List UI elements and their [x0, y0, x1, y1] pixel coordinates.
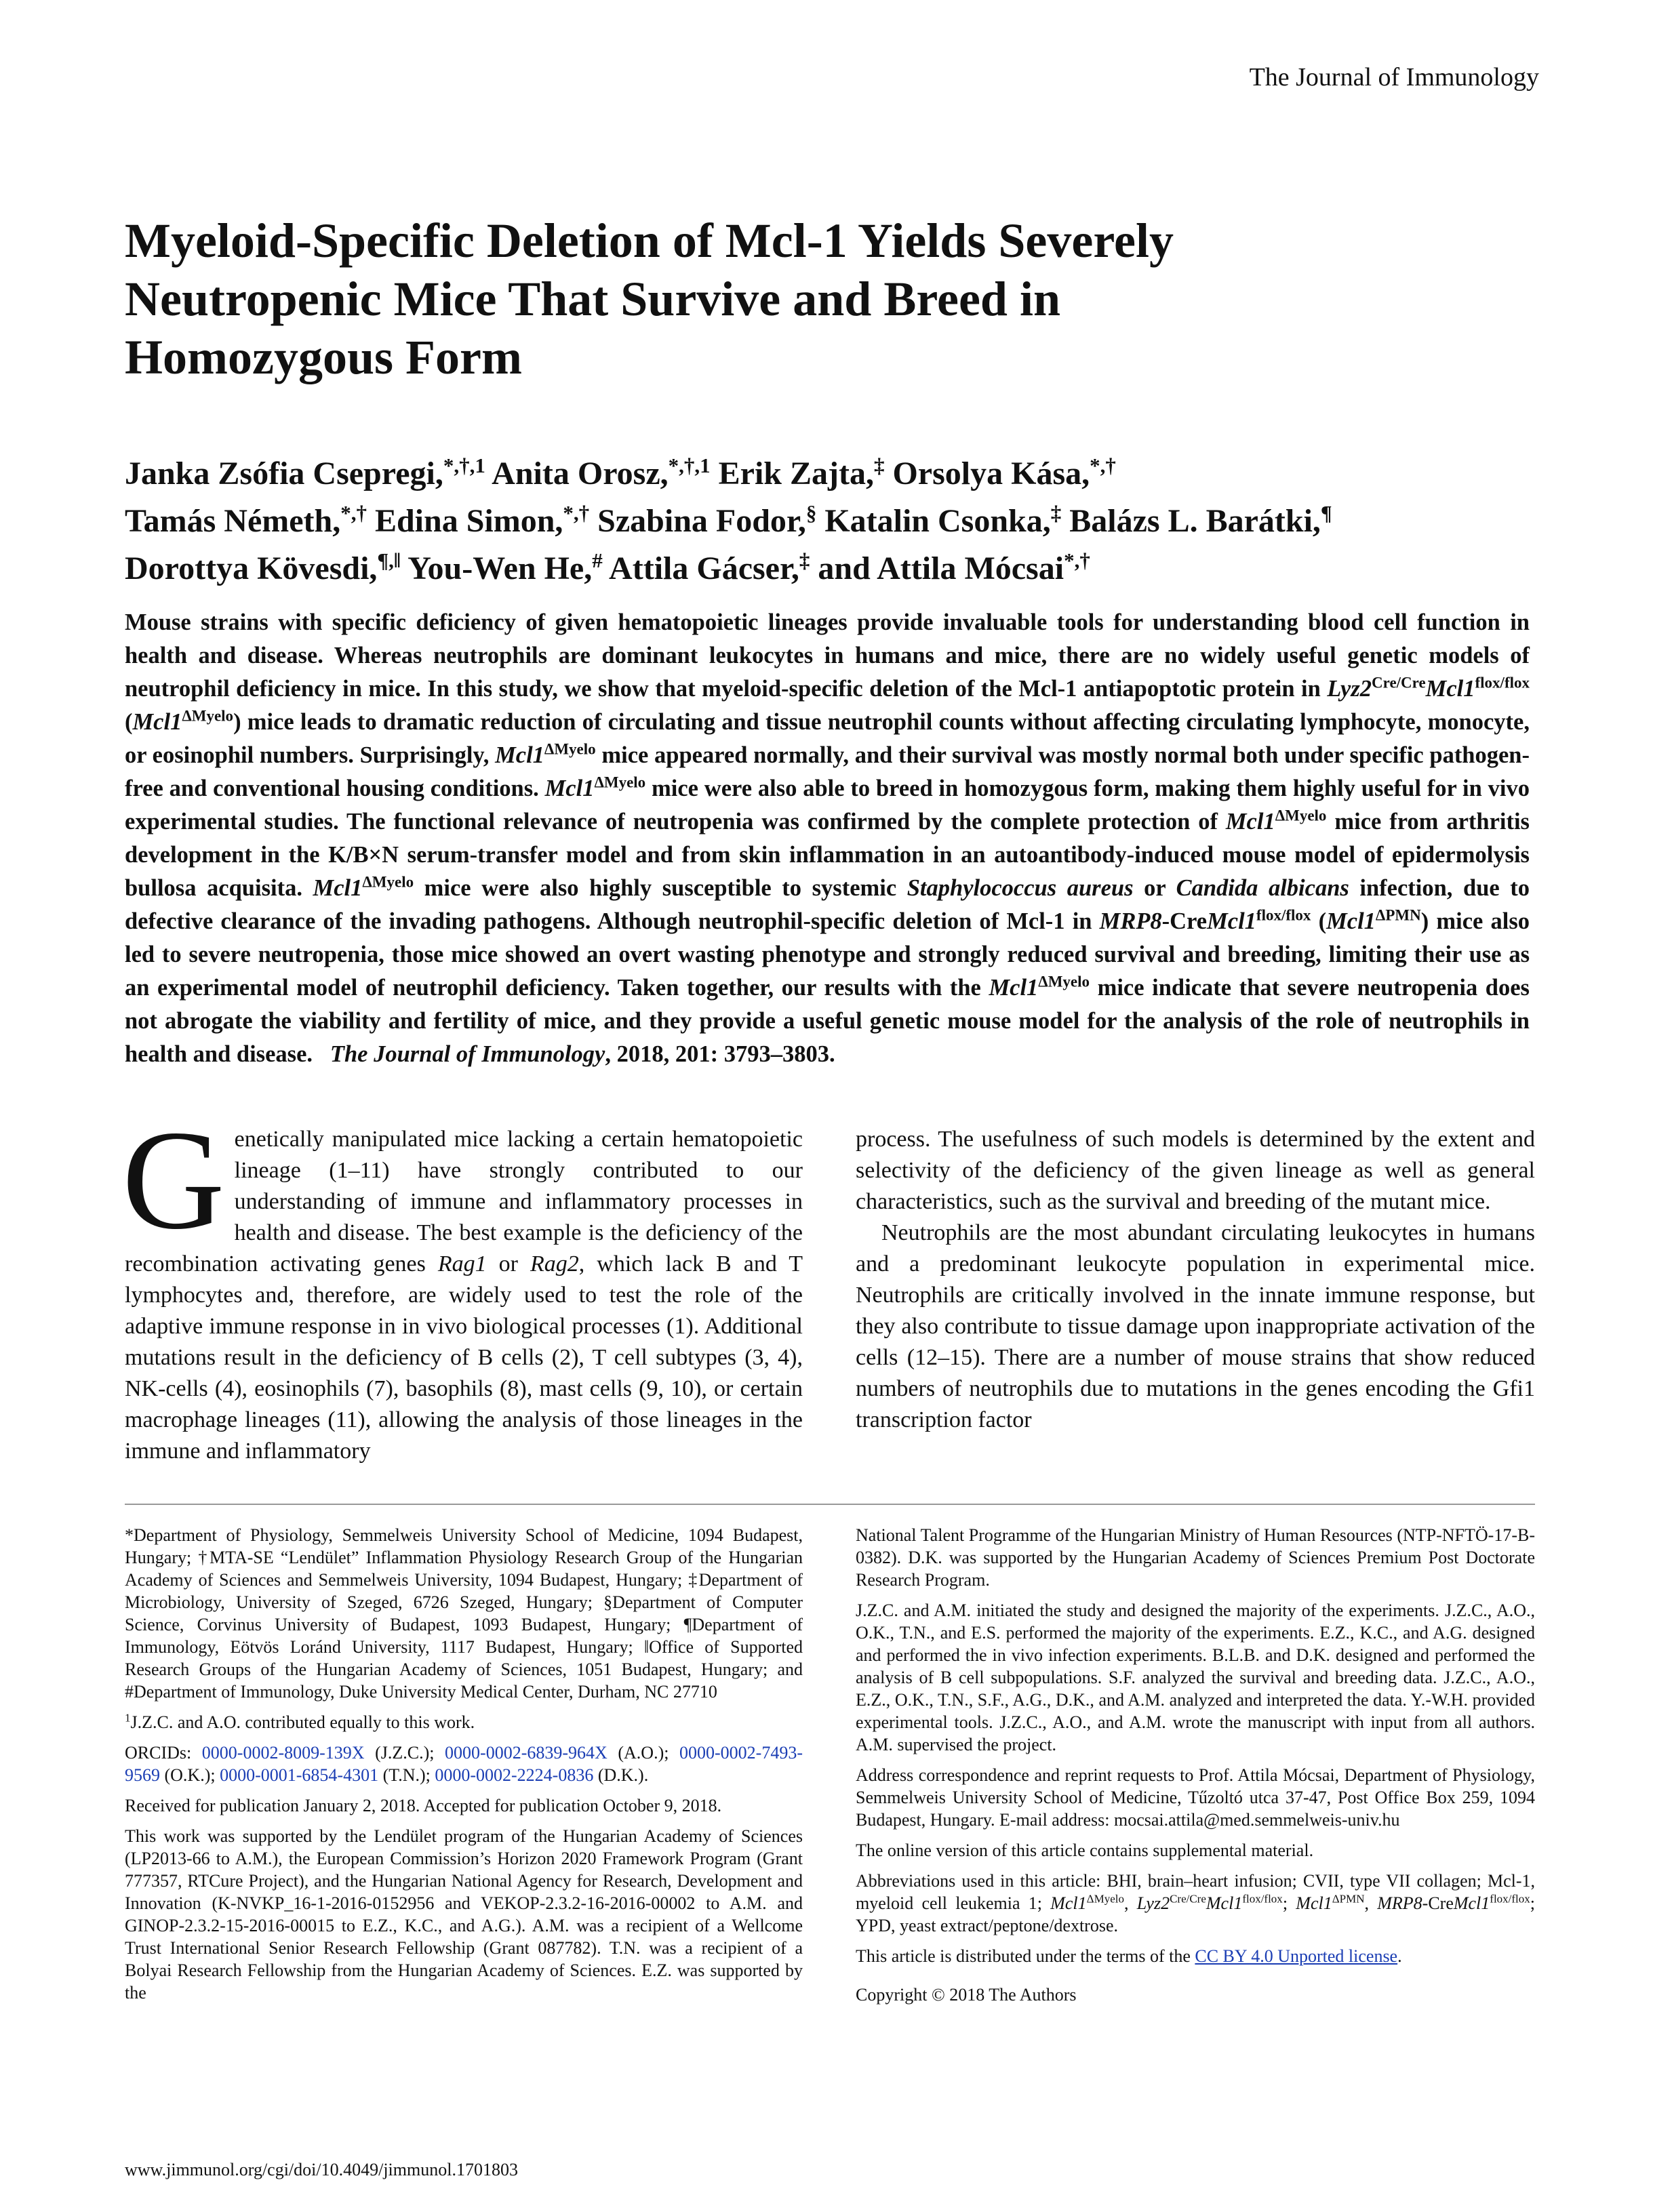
author-affiliation-mark: #	[592, 548, 603, 572]
orcid-link[interactable]: 0000-0002-8009-139X	[201, 1743, 365, 1763]
gene-name: Mcl1	[1050, 1893, 1087, 1913]
orcid-link[interactable]: 0000-0002-6839-964X	[445, 1743, 608, 1763]
abstract-text: ) mice leads to dramatic reduction of circulating and tissue neutrophil counts without affecting circulating lymphocyte, monocyte, or eosinophil numbers. Surprisingly,	[125, 709, 1530, 768]
author-name: Katalin Csonka,	[816, 503, 1051, 539]
orcid-link[interactable]: 0000-0001-6854-4301	[220, 1765, 379, 1785]
footnotes-right	[856, 1524, 1535, 2014]
footnote-text: ,	[1123, 1893, 1137, 1913]
gene-name: Mcl1	[132, 709, 182, 735]
allele-superscript: ΔMyelo	[1038, 973, 1090, 990]
gene-name: Rag2	[530, 1251, 579, 1276]
abbreviations-footnote	[856, 1870, 1535, 1937]
allele-superscript: ΔMyelo	[362, 873, 414, 891]
article-title	[125, 212, 1481, 386]
author-name: Janka Zsófia Csepregi,	[125, 456, 443, 491]
equal-contribution-footnote	[125, 1711, 803, 1733]
author-name: Erik Zajta,	[710, 456, 874, 491]
gene-name: Mcl1	[1326, 908, 1376, 934]
footnotes-left	[125, 1524, 803, 2012]
author-name: Dorottya Kövesdi,	[125, 550, 378, 586]
funding-footnote-continued: National Talent Programme of the Hungarian Ministry of Human Resources (NTP-NFTÖ-17-B-0382). D.K. was supported by the Hungarian Academy of Sciences Premium Post Doctorate Research Program.	[856, 1525, 1535, 1590]
abstract-text: Mouse strains with specific deficiency of given hematopoietic lineages provide invaluable tools for understanding blood cell function in health and disease. Whereas neutrophils are dominant leukocytes in humans and mice, there are no widely useful genetic models of neutrophil deficiency in mice. In this study, we show that myeloid-specific deletion of the Mcl-1 antiapoptotic protein in	[125, 609, 1530, 702]
body-column-left	[122, 1102, 803, 1467]
allele-superscript: ΔMyelo	[594, 773, 646, 791]
author-affiliation-mark: *,†,1	[668, 454, 711, 477]
contributions-footnote: J.Z.C. and A.M. initiated the study and designed the majority of the experiments. J.Z.C., A.O., O.K., T.N., and E.S. performed the majority of the experiments. E.Z., K.C., and A.G. designed and performed the in vivo infection experiments. B.L.B. and D.K. designed and performed the analysis of B cell subpopulations. S.F. analyzed the survival and breeding data. J.Z.C., A.O., E.Z., O.K., T.N., S.F., A.G., D.K., and A.M. analyzed and interpreted the data. Y.-W.H. provided experimental tools. J.Z.C., A.O., and A.M. wrote the manuscript with input from all authors. A.M. supervised the project.	[856, 1601, 1535, 1754]
footnote-text: ORCIDs:	[125, 1743, 202, 1763]
footnote-text: (J.Z.C.);	[364, 1743, 445, 1763]
journal-header: The Journal of Immunology	[1249, 63, 1539, 92]
footnote-text: J.Z.C. and A.O. contributed equally to this work.	[130, 1712, 475, 1732]
allele-superscript: flox/flox	[1242, 1892, 1283, 1906]
abstract-text: mice were also able to breed in homozygous form, making them highly useful for in vivo experimental studies. The functional relevance of neutropenia was confirmed by the complete protection of	[125, 776, 1530, 834]
footnote-text: (T.N.);	[378, 1765, 435, 1785]
gene-name: Mcl1	[1207, 908, 1256, 934]
allele-superscript: ΔPMN	[1332, 1892, 1365, 1906]
copyright-footnote: Copyright © 2018 The Authors	[856, 1985, 1077, 2005]
footnote-text: This article is distributed under the terms of the	[856, 1946, 1195, 1966]
author-affiliation-mark: *,†	[1090, 454, 1116, 477]
allele-superscript: ΔPMN	[1375, 906, 1421, 924]
received-footnote: Received for publication January 2, 2018. Accepted for publication October 9, 2018.	[125, 1796, 722, 1815]
author-affiliation-mark: ¶,‖	[377, 548, 401, 572]
author-affiliation-mark: ‡	[799, 548, 810, 572]
drop-cap: G	[122, 1102, 225, 1259]
author-affiliation-mark: *,†	[563, 501, 590, 525]
footnote-text: (A.O.);	[607, 1743, 680, 1763]
allele-superscript: Cre/Cre	[1170, 1892, 1206, 1906]
gene-name: Mcl1	[1206, 1893, 1243, 1913]
gene-name: Rag1	[437, 1251, 487, 1276]
species-name: Candida albicans	[1176, 875, 1349, 901]
footnote-text: .	[1397, 1946, 1402, 1966]
citation-details: , 2018, 201: 3793–3803.	[605, 1041, 835, 1067]
author-affiliation-mark: *,†	[1064, 548, 1090, 572]
affiliations-footnote: *Department of Physiology, Semmelweis University School of Medicine, 1094 Budapest, Hungary; †MTA-SE “Lendület” Inflammation Physiology Research Group of the Hungarian Academy of Sciences and Semmelweis University, 1094 Budapest, Hungary; ‡Department of Microbiology, University of Szeged, 6726 Szeged, Hungary; §Department of Computer Science, Corvinus University of Budapest, 1093 Budapest, Hungary; ¶Department of Immunology, Eötvös Loránd University, 1117 Budapest, Hungary; ‖Office of Supported Research Groups of the Hungarian Academy of Sciences, 1051 Budapest, Hungary; and #Department of Immunology, Duke University Medical Center, Durham, NC 27710	[125, 1525, 803, 1702]
allele-superscript: ΔMyelo	[182, 707, 234, 725]
author-affiliation-mark: ‡	[1050, 501, 1062, 525]
allele-superscript: ΔMyelo	[544, 740, 596, 758]
author-name: Balázs L. Barátki,	[1061, 503, 1321, 539]
author-name: Orsolya Kása,	[884, 456, 1090, 491]
species-name: Staphylococcus aureus	[907, 875, 1134, 901]
body-paragraph: Neutrophils are the most abundant circulating leukocytes in humans and a predominant leukocyte population in experimental mice. Neutrophils are critically involved in the innate immune response, but they also contribute to tissue damage upon inappropriate activation of the cells (12–15). There are a number of mouse strains that show reduced numbers of neutrophils due to mutations in the genes encoding the Gfi1 transcription factor	[856, 1220, 1535, 1432]
gene-name: Mcl1	[989, 975, 1039, 1001]
footnote-mark: 1	[125, 1711, 131, 1725]
allele-superscript: ΔMyelo	[1086, 1892, 1124, 1906]
gene-name: Lyz2	[1327, 676, 1372, 702]
footnote-text: (O.K.);	[160, 1765, 220, 1785]
author-affiliation-mark: *,†	[340, 501, 367, 525]
gene-name: Mcl1	[1425, 676, 1475, 702]
body-text: , which lack B and T lymphocytes and, therefore, are widely used to test the role of the adaptive immune response in in vivo biological processes (1). Additional mutations result in the deficiency of B cells (2), T cell subtypes (3, 4), NK-cells (4), eosinophils (7), basophils (8), mast cells (9, 10), or certain macrophage lineages (11), allowing the analysis of those lineages in the immune and inflammatory	[125, 1251, 803, 1464]
allele-superscript: Cre/Cre	[1372, 674, 1426, 691]
author-name: Attila Gácser,	[602, 550, 799, 586]
orcid-link[interactable]: 0000-0002-2224-0836	[435, 1765, 594, 1785]
title-line-2: Neutropenic Mice That Survive and Breed in	[125, 272, 1061, 326]
body-paragraph: process. The usefulness of such models is determined by the extent and selectivity of the deficiency of the given lineage as well as general characteristics, such as the survival and breeding of the mutant mice.	[856, 1127, 1535, 1214]
supplemental-footnote: The online version of this article contains supplemental material.	[856, 1841, 1314, 1860]
author-name: Edina Simon,	[366, 503, 563, 539]
body-paragraph	[122, 1102, 803, 1467]
gene-name: Lyz2	[1136, 1893, 1170, 1913]
body-text: or	[486, 1251, 531, 1276]
footnote-text: ;	[1282, 1893, 1296, 1913]
author-affiliation-mark: §	[805, 501, 817, 525]
gene-name: Mcl1	[495, 742, 544, 768]
allele-superscript: flox/flox	[1256, 906, 1311, 924]
abstract	[125, 606, 1530, 1071]
abstract-text: (	[125, 709, 133, 735]
gene-name: Mcl1	[1225, 809, 1275, 834]
license-link[interactable]: CC BY 4.0 Unported license	[1195, 1946, 1398, 1966]
abstract-text: mice indicate that severe neutropenia does not abrogate the viability and fertility of mice, and they provide a useful genetic mouse model for the analysis of the role of neutrophils in health and disease.	[125, 975, 1530, 1067]
gene-name: Mcl1	[313, 875, 363, 901]
footnote-text: ,	[1364, 1893, 1378, 1913]
abstract-text: (	[1311, 908, 1327, 934]
footnote-text: Abbreviations used in this article: BHI, brain–heart infusion; CVII, type VII collagen; Mcl-1, myeloid cell leukemia 1;	[856, 1871, 1535, 1913]
citation-journal: The Journal of Immunology	[330, 1041, 605, 1067]
author-name: Szabina Fodor,	[589, 503, 806, 539]
abstract-text: -Cre	[1161, 908, 1208, 934]
gene-name: MRP8	[1099, 908, 1162, 934]
allele-superscript: flox/flox	[1490, 1892, 1530, 1906]
abstract-text: mice were also highly susceptible to systemic	[414, 875, 907, 901]
orcid-link[interactable]: 0000-0002-7493-9569	[125, 1743, 803, 1785]
body-text: enetically manipulated mice lacking a certain hematopoietic lineage (1–11) have strongly contributed to our understanding of immune and inflammatory processes in health and disease. The best example is the deficiency of the recombination activating genes	[125, 1127, 803, 1276]
allele-superscript: flox/flox	[1475, 674, 1530, 691]
abstract-text: ) mice also led to severe neutropenia, those mice showed an overt wasting phenotype and strongly reduced survival and breeding, limiting their use as an experimental model of neutrophil deficiency. Taken together, our results with the	[125, 908, 1530, 1001]
footnote-text: (D.K.).	[593, 1765, 649, 1785]
footnote-divider	[125, 1504, 1535, 1505]
license-footnote	[856, 1945, 1535, 1967]
author-name: You-Wen He,	[400, 550, 593, 586]
funding-footnote: This work was supported by the Lendület program of the Hungarian Academy of Sciences (LP2013-66 to A.M.), the European Commission’s Horizon 2020 Framework Program (Grant 777357, RTCure Project), and the Hungarian National Agency for Research, Development and Innovation (K-NVKP_16-1-2016-0152956 and VEKOP-2.3.2-16-2016-00002 to A.M. and GINOP-2.3.2-15-2016-00015 to E.Z., K.C., and A.G.). A.M. was a recipient of a Wellcome Trust International Senior Research Fellowship (Grant 087782). T.N. was a recipient of a Bolyai Research Fellowship from the Hungarian Academy of Sciences. E.Z. was supported by the	[125, 1826, 803, 2003]
author-affiliation-mark: ‡	[873, 454, 885, 477]
gene-name: Mcl1	[1453, 1893, 1490, 1913]
footnote-text: -Cre	[1422, 1893, 1454, 1913]
body-column-right	[856, 1124, 1535, 1436]
doi-link[interactable]: www.jimmunol.org/cgi/doi/10.4049/jimmunol.1701803	[125, 2160, 518, 2179]
footnote-text: ; YPD, yeast extract/peptone/dextrose.	[856, 1893, 1536, 1935]
title-line-3: Homozygous Form	[125, 330, 522, 384]
abstract-text: mice from arthritis development in the K/B×N serum-transfer model and from skin inflammation in an autoantibody-induced mouse model of epidermolysis bullosa acquisita.	[125, 809, 1530, 901]
gene-name: Mcl1	[1296, 1893, 1332, 1913]
author-list	[125, 450, 1535, 592]
author-name: Tamás Németh,	[125, 503, 341, 539]
author-affiliation-mark: *,†,1	[443, 454, 485, 477]
author-name: Anita Orosz,	[485, 456, 669, 491]
abstract-text: infection, due to defective clearance of the invading pathogens. Although neutrophil-specific deletion of Mcl-1 in	[125, 875, 1530, 934]
title-line-1: Myeloid-Specific Deletion of Mcl-1 Yields Severely	[125, 214, 1174, 268]
author-affiliation-mark: ¶	[1320, 501, 1332, 525]
gene-name: MRP8	[1377, 1893, 1422, 1913]
abstract-text: or	[1133, 875, 1176, 901]
orcid-footnote	[125, 1742, 803, 1786]
abstract-text: mice appeared normally, and their survival was mostly normal both under specific pathogen-free and conventional housing conditions.	[125, 742, 1530, 801]
author-name: and Attila Mócsai	[810, 550, 1064, 586]
gene-name: Mcl1	[544, 776, 595, 801]
allele-superscript: ΔMyelo	[1275, 807, 1327, 824]
address-footnote: Address correspondence and reprint requests to Prof. Attila Mócsai, Department of Physiology, Semmelweis University School of Medicine, Tűzoltó utca 37-47, Post Office Box 259, 1094 Budapest, Hungary. E-mail address: mocsai.attila@med.semmelweis-univ.hu	[856, 1765, 1535, 1830]
